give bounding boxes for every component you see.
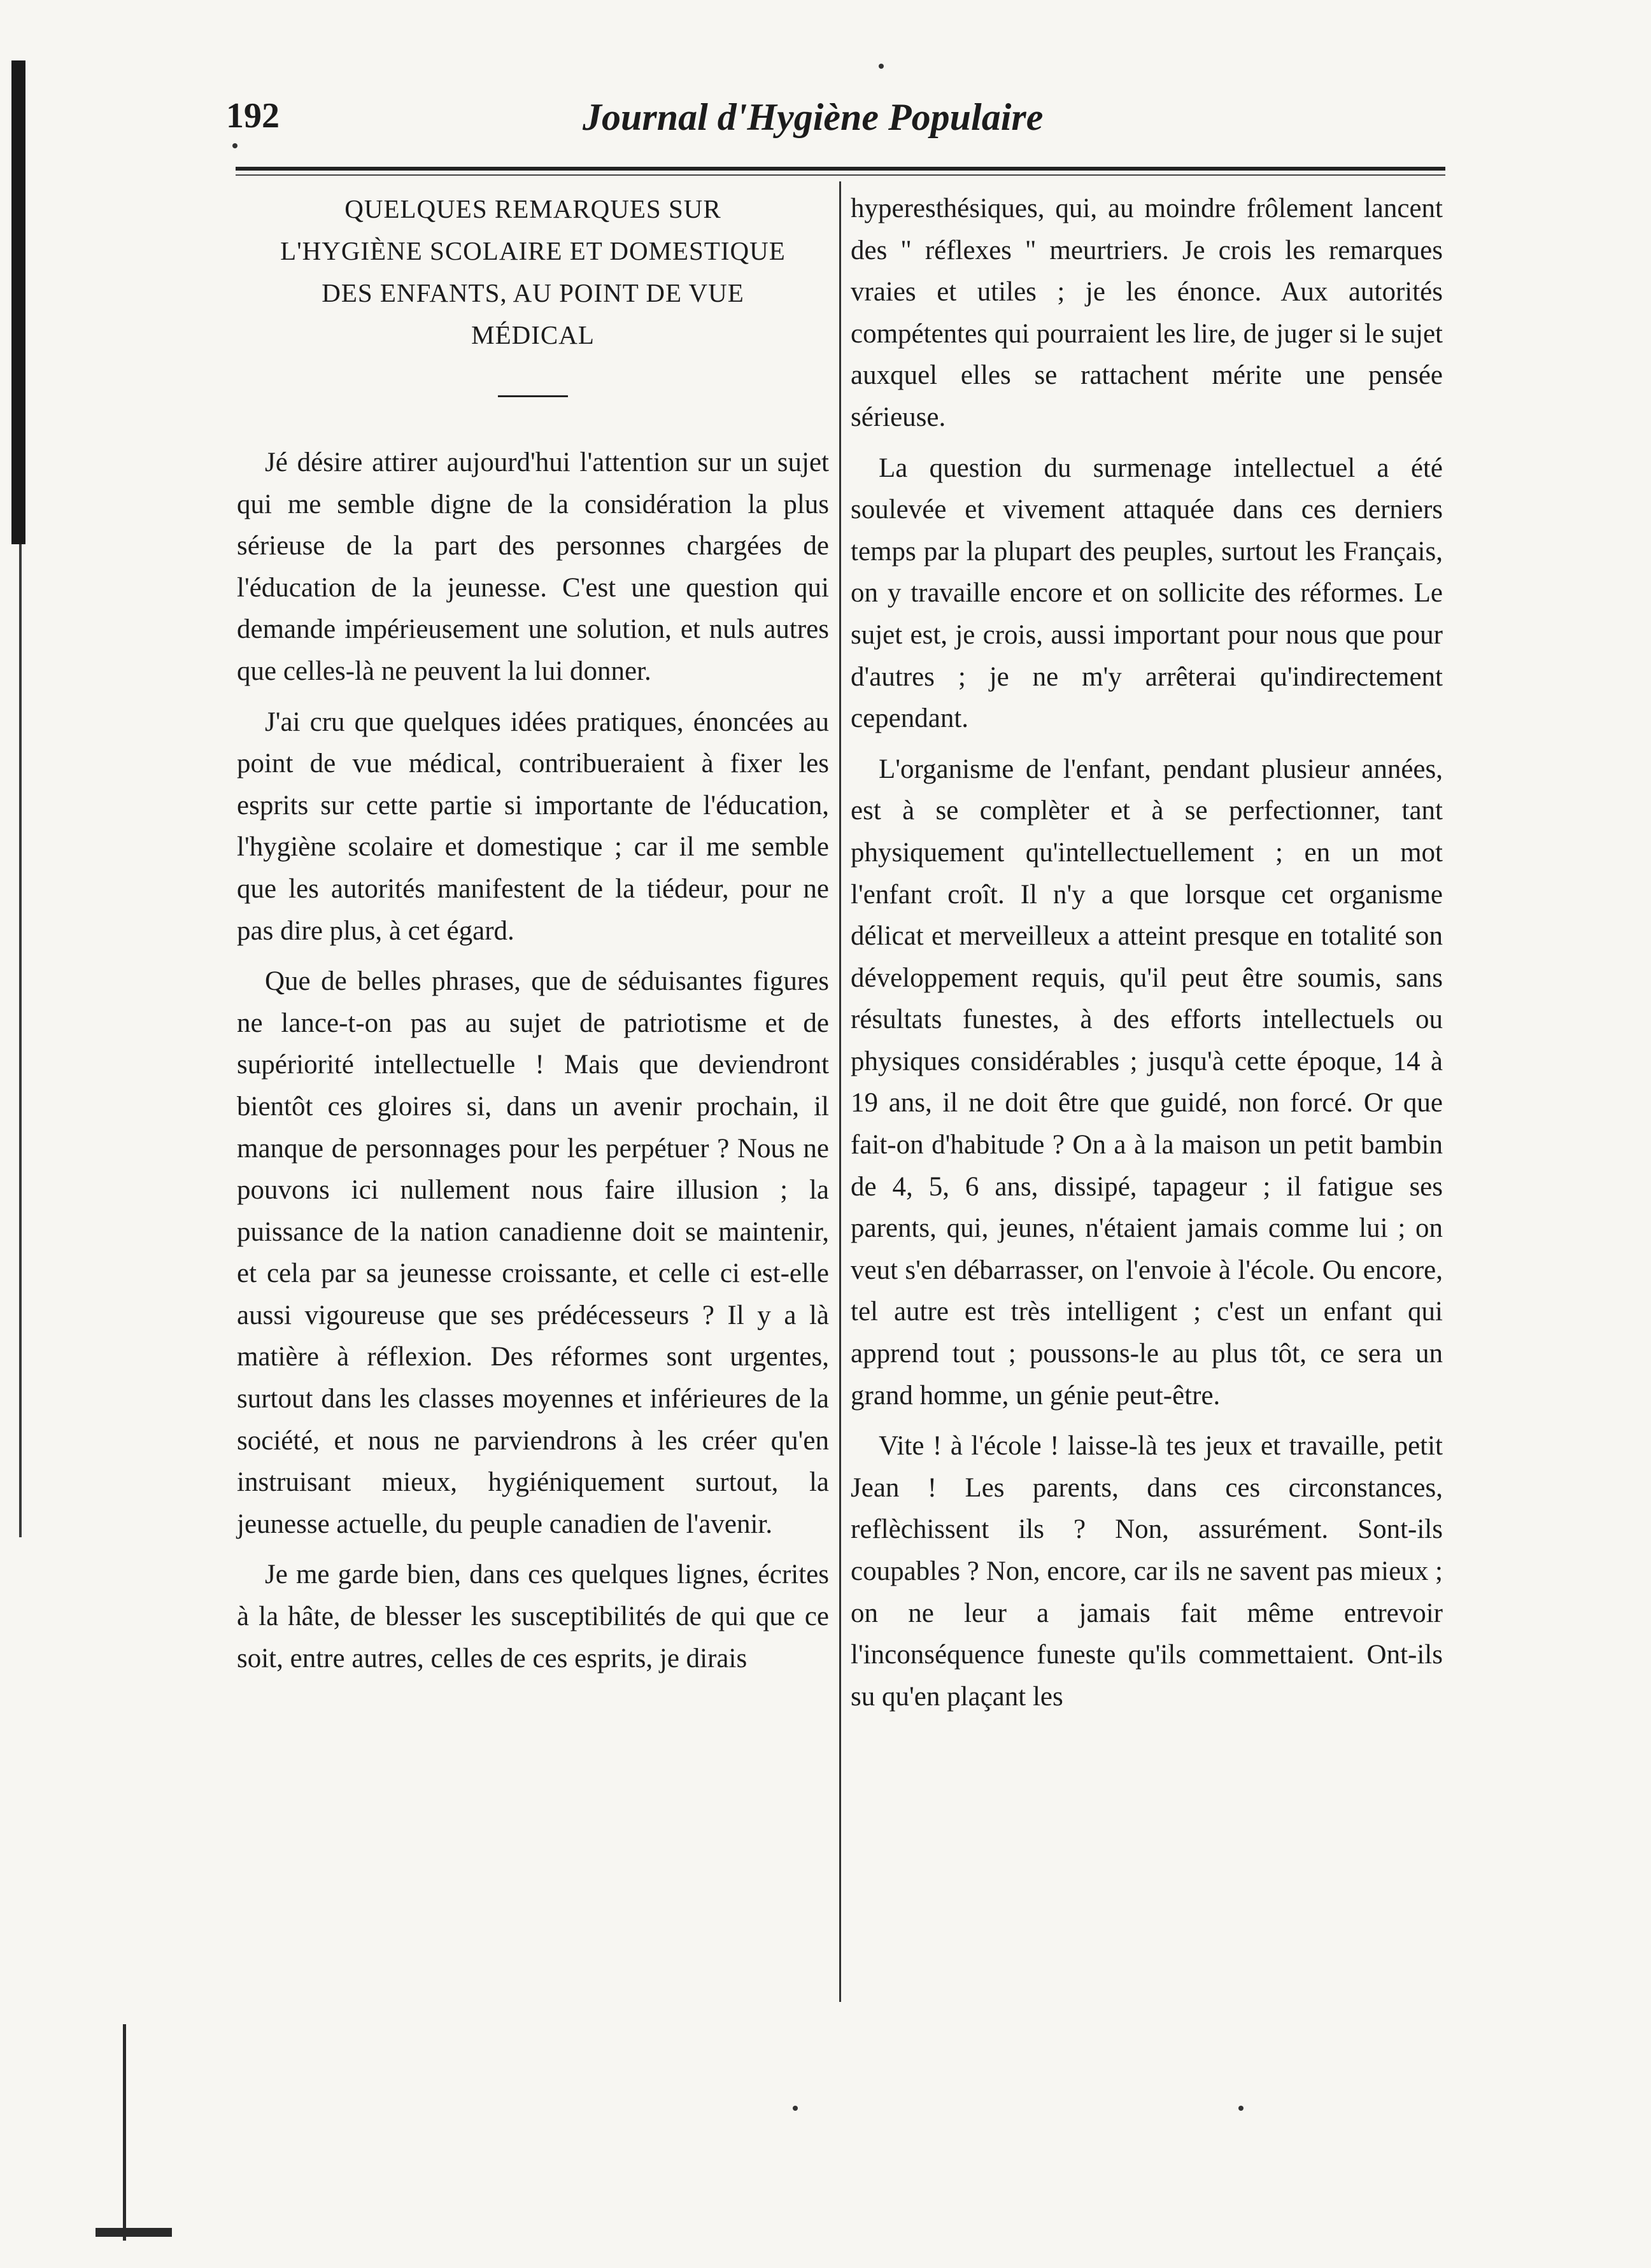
title-line: L'HYGIÈNE SCOLAIRE ET DOMESTIQUE bbox=[280, 236, 786, 265]
scan-edge-line bbox=[19, 544, 22, 1537]
header-rule-thin bbox=[236, 174, 1445, 176]
paragraph: La question du surmenage intellectuel a été soulevée et vivement attaquée dans ces derniers temps par la plupart des peuples, surtout les Français, on y travaille encore et on sollicite des réformes. Le sujet est, je crois, aussi important pour nous que pour d'autres ; je ne m'y arrêterai qu'indirectement cependant. bbox=[851, 453, 1443, 734]
scan-margin-base bbox=[96, 2228, 172, 2237]
scan-edge-mark bbox=[11, 60, 25, 544]
paragraph: J'ai cru que quelques idées pratiques, énoncées au point de vue médical, contribueraient à fixer les esprits sur cette partie si importante de l'éducation, l'hygiène scolaire et domestique ; car il me semble que les autorités manifestent de la tiédeur, pour ne pas dire plus, à cet égard. bbox=[237, 707, 829, 946]
speck bbox=[1238, 2106, 1244, 2111]
right-column bbox=[851, 188, 1443, 1726]
title-separator bbox=[498, 395, 568, 397]
running-title: Journal d'Hygiène Populaire bbox=[583, 96, 1044, 138]
page-header bbox=[226, 95, 1461, 153]
title-line: QUELQUES REMARQUES SUR bbox=[344, 194, 721, 223]
title-line: MÉDICAL bbox=[471, 320, 595, 349]
scan-margin-stroke bbox=[123, 2024, 126, 2241]
article-title bbox=[237, 188, 829, 356]
paragraph: Jé désire attirer aujourd'hui l'attention sur un sujet qui me semble digne de la considération la plus sérieuse de la part des personnes chargées de l'éducation de la jeunesse. C'est une question qui demande impérieusement une solution, et nuls autres que celles-là ne peuvent la lui donner. bbox=[237, 447, 829, 686]
left-column bbox=[237, 188, 829, 1688]
header-rule bbox=[236, 167, 1445, 171]
paragraph: L'organisme de l'enfant, pendant plusieur années, est à se complèter et à se perfectionner, tant physiquement qu'intellectuellement ; en un mot l'enfant croît. Il n'y a que lorsque cet organisme délicat et merveilleux a atteint presque en totalité son développement requis, qu'il peut être soumis, sans résultats funestes, à des efforts intellectuels ou physiques considérables ; jusqu'à cette époque, 14 à 19 ans, il ne doit être que guidé, non forcé. Or que fait-on d'habitude ? On a à la maison un petit bambin de 4, 5, 6 ans, dissipé, tapageur ; il fatigue ses parents, qui, jeunes, n'étaient jamais comme lui ; on veut s'en débarrasser, on l'envoie à l'école. Ou encore, tel autre est très intelligent ; c'est un enfant qui apprend tout ; poussons-le au plus tôt, ce sera un grand homme, un génie peut-être. bbox=[851, 754, 1443, 1411]
speck bbox=[879, 64, 884, 69]
paragraph: Je me garde bien, dans ces quelques lignes, écrites à la hâte, de blesser les susceptibilités de qui que ce soit, entre autres, celles de ces esprits, je dirais bbox=[237, 1560, 829, 1673]
paragraph: hyperesthésiques, qui, au moindre frôlement lancent des " réflexes " meurtriers. Je crois les remarques vraies et utiles ; je les énonce. Aux autorités compétentes qui pourraient les lire, de juger si le sujet auxquel elles se rattachent mérite une pensée sérieuse. bbox=[851, 194, 1443, 432]
page-number: 192 bbox=[226, 96, 280, 136]
title-line: DES ENFANTS, AU POINT DE VUE bbox=[322, 278, 744, 307]
paragraph: Vite ! à l'école ! laisse-là tes jeux et travaille, petit Jean ! Les parents, dans ces circonstances, reflèchissent ils ? Non, assurément. Sont-ils coupables ? Non, encore, car ils ne savent pas mieux ; on ne leur a jamais fait même entrevoir l'inconséquence funeste qu'ils commettaient. Ont-ils su qu'en plaçant les bbox=[851, 1431, 1443, 1712]
column-divider bbox=[839, 181, 841, 2002]
speck bbox=[793, 2106, 798, 2111]
paragraph: Que de belles phrases, que de séduisantes figures ne lance-t-on pas au sujet de patriotisme et de supériorité intellectuelle ! Mais que deviendront bientôt ces gloires si, dans un avenir prochain, il manque de personnages pour les perpétuer ? Nous ne pouvons ici nullement nous faire illusion ; la puissance de la nation canadienne doit se maintenir, et cela par sa jeunesse croissante, et celle ci est-elle aussi vigoureuse que ses prédécesseurs ? Il y a là matière à réflexion. Des réformes sont urgentes, surtout dans les classes moyennes et inférieures de la société, et nous ne parviendrons à les créer qu'en instruisant mieux, hygiéniquement surtout, la jeunesse actuelle, du peuple canadien de l'avenir. bbox=[237, 966, 829, 1539]
